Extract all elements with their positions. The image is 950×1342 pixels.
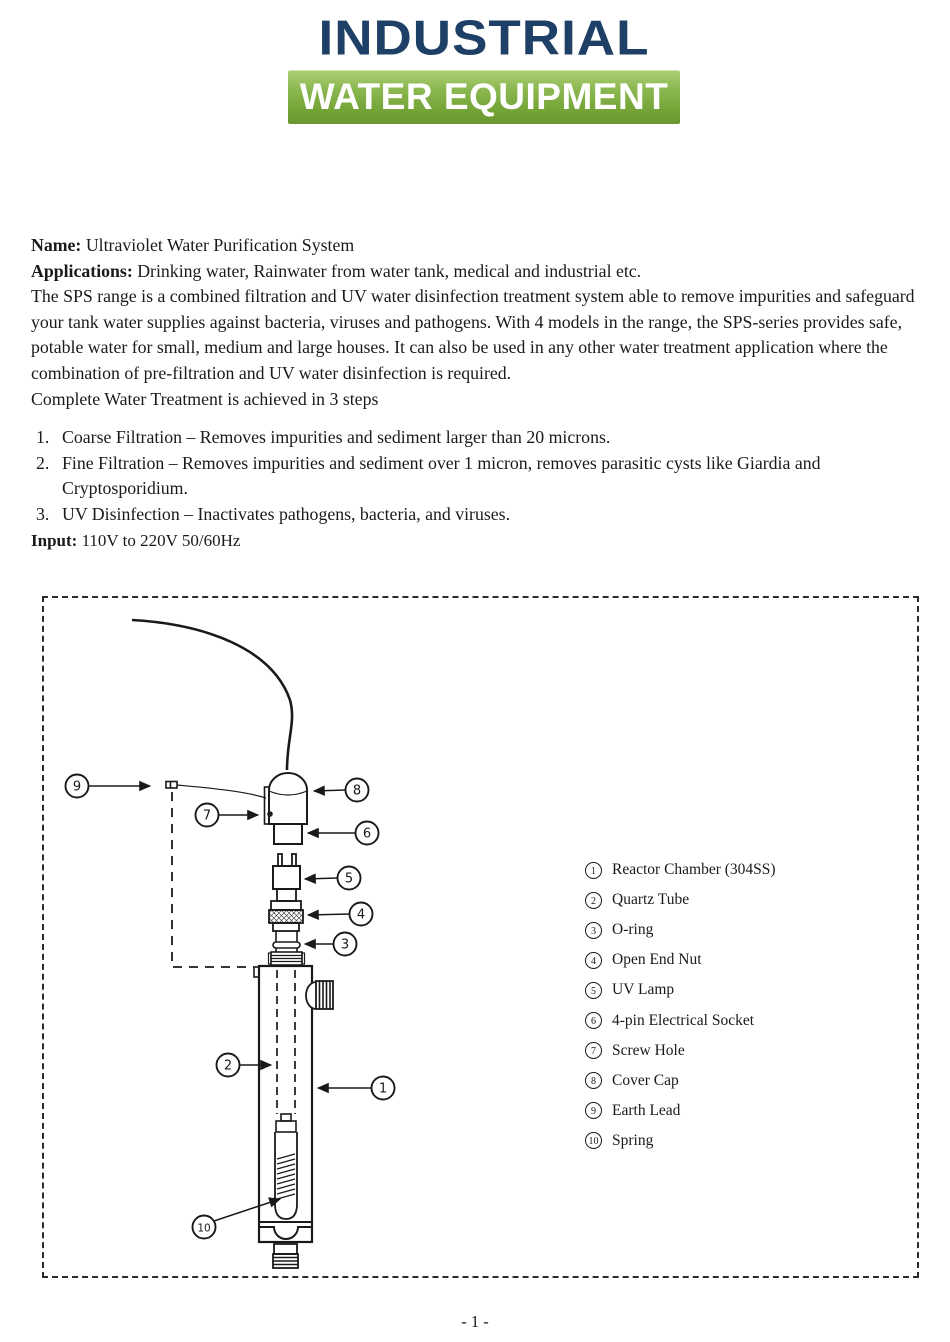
legend-circled-number: 5	[585, 982, 602, 999]
step-text: UV Disinfection – Inactivates pathogens, bacteria, and viruses.	[62, 503, 511, 524]
electrical-socket-drawing	[274, 824, 302, 844]
cover-cap-drawing	[265, 773, 308, 824]
svg-text:10: 10	[197, 1222, 211, 1235]
legend-circled-number: 4	[585, 952, 602, 969]
list-item	[31, 451, 922, 502]
legend-circled-number: 2	[585, 892, 602, 909]
o-ring-drawing	[273, 931, 300, 952]
step-number: 2.	[36, 452, 50, 473]
svg-text:3: 3	[340, 937, 350, 953]
step-number: 3.	[36, 503, 50, 524]
step-text: Coarse Filtration – Removes impurities and sediment larger than 20 microns.	[62, 427, 611, 448]
legend-item	[585, 1066, 776, 1096]
callout-8	[314, 779, 369, 802]
step-number: 1.	[36, 427, 50, 448]
reactor-chamber-drawing	[254, 966, 333, 1268]
legend-item	[585, 855, 776, 885]
legend-label: Reactor Chamber (304SS)	[612, 861, 776, 879]
page-number: - 1 -	[461, 1312, 489, 1331]
steps-intro: Complete Water Treatment is achieved in 3 steps	[31, 388, 379, 409]
callout-4	[308, 903, 373, 926]
diagram-panel	[42, 596, 919, 1278]
svg-text:5: 5	[344, 871, 354, 887]
applications-label: Applications:	[31, 260, 133, 281]
body-text	[31, 233, 922, 553]
legend-label: Spring	[612, 1131, 654, 1149]
svg-text:4: 4	[356, 907, 366, 923]
legend-label: Screw Hole	[612, 1041, 685, 1059]
spring-drawing	[277, 1154, 295, 1199]
logo-industrial-text: INDUSTRIAL	[318, 11, 650, 66]
callout-3	[305, 933, 357, 956]
open-end-nut-drawing	[269, 901, 303, 931]
legend-label: Open End Nut	[612, 951, 702, 969]
input-value: 110V to 220V 50/60Hz	[81, 530, 241, 550]
svg-text:8: 8	[352, 783, 362, 799]
callout-5	[305, 867, 361, 890]
name-line	[31, 233, 922, 259]
svg-text:1: 1	[378, 1081, 388, 1097]
applications-value: Drinking water, Rainwater from water tank, medical and industrial etc.	[137, 260, 642, 281]
callout-1	[318, 1077, 395, 1100]
legend-label: Quartz Tube	[612, 891, 690, 909]
legend-label: O-ring	[612, 921, 654, 939]
name-label: Name:	[31, 235, 82, 255]
legend-circled-number: 6	[585, 1012, 602, 1029]
callout-7	[196, 804, 259, 827]
callout-10	[193, 1199, 281, 1239]
list-item	[31, 502, 922, 528]
legend-label: Cover Cap	[612, 1071, 679, 1089]
callout-2	[217, 1054, 272, 1077]
description-paragraph: The SPS range is a combined filtration and UV water disinfection treatment system able to remove impurities and safeguard your tank water supplies against bacteria, viruses and pathogens. With 4 models in the range, the SPS-series provides safe, potable water for small, medium and large houses. It can also be used in any other water treatment application where the combination of pre-filtration and UV water disinfection is required.	[31, 286, 915, 383]
svg-text:9: 9	[72, 779, 82, 795]
applications-line	[31, 259, 922, 285]
legend-item	[585, 1126, 776, 1156]
name-value: Ultraviolet Water Purification System	[85, 235, 355, 255]
power-cable	[132, 620, 292, 770]
input-line	[31, 528, 922, 554]
legend-circled-number: 7	[585, 1042, 602, 1059]
treatment-steps-list	[31, 425, 922, 527]
legend-item	[585, 1036, 776, 1066]
callout-6	[308, 822, 379, 845]
legend-circled-number: 3	[585, 922, 602, 939]
legend-item	[585, 885, 776, 915]
legend-circled-number: 10	[585, 1132, 602, 1149]
legend-circled-number: 1	[585, 862, 602, 879]
legend-item	[585, 915, 776, 945]
legend-item	[585, 945, 776, 975]
svg-text:6: 6	[362, 826, 372, 842]
step-text: Fine Filtration – Removes impurities and sediment over 1 micron, removes parasitic cysts like Giardia and Cryptosporidium.	[62, 452, 821, 499]
parts-legend	[585, 855, 776, 1156]
legend-item	[585, 1096, 776, 1126]
legend-circled-number: 9	[585, 1102, 602, 1119]
legend-circled-number: 8	[585, 1072, 602, 1089]
uv-system-exploded-diagram	[44, 598, 474, 1272]
callout-9	[66, 775, 151, 798]
list-item	[31, 425, 922, 451]
input-label: Input:	[31, 530, 78, 550]
legend-label: UV Lamp	[612, 981, 675, 999]
legend-label: Earth Lead	[612, 1101, 681, 1119]
svg-text:7: 7	[202, 808, 212, 824]
screw-hole-dot	[267, 811, 273, 817]
threaded-collar-drawing	[269, 952, 305, 965]
logo-water-equipment-band: WATER EQUIPMENT	[288, 70, 680, 124]
company-logo	[288, 11, 680, 124]
legend-item	[585, 975, 776, 1005]
callouts	[66, 775, 395, 1239]
legend-label: 4-pin Electrical Socket	[612, 1011, 755, 1029]
svg-text:2: 2	[223, 1058, 233, 1074]
legend-item	[585, 1005, 776, 1035]
uv-lamp-drawing	[273, 854, 300, 901]
